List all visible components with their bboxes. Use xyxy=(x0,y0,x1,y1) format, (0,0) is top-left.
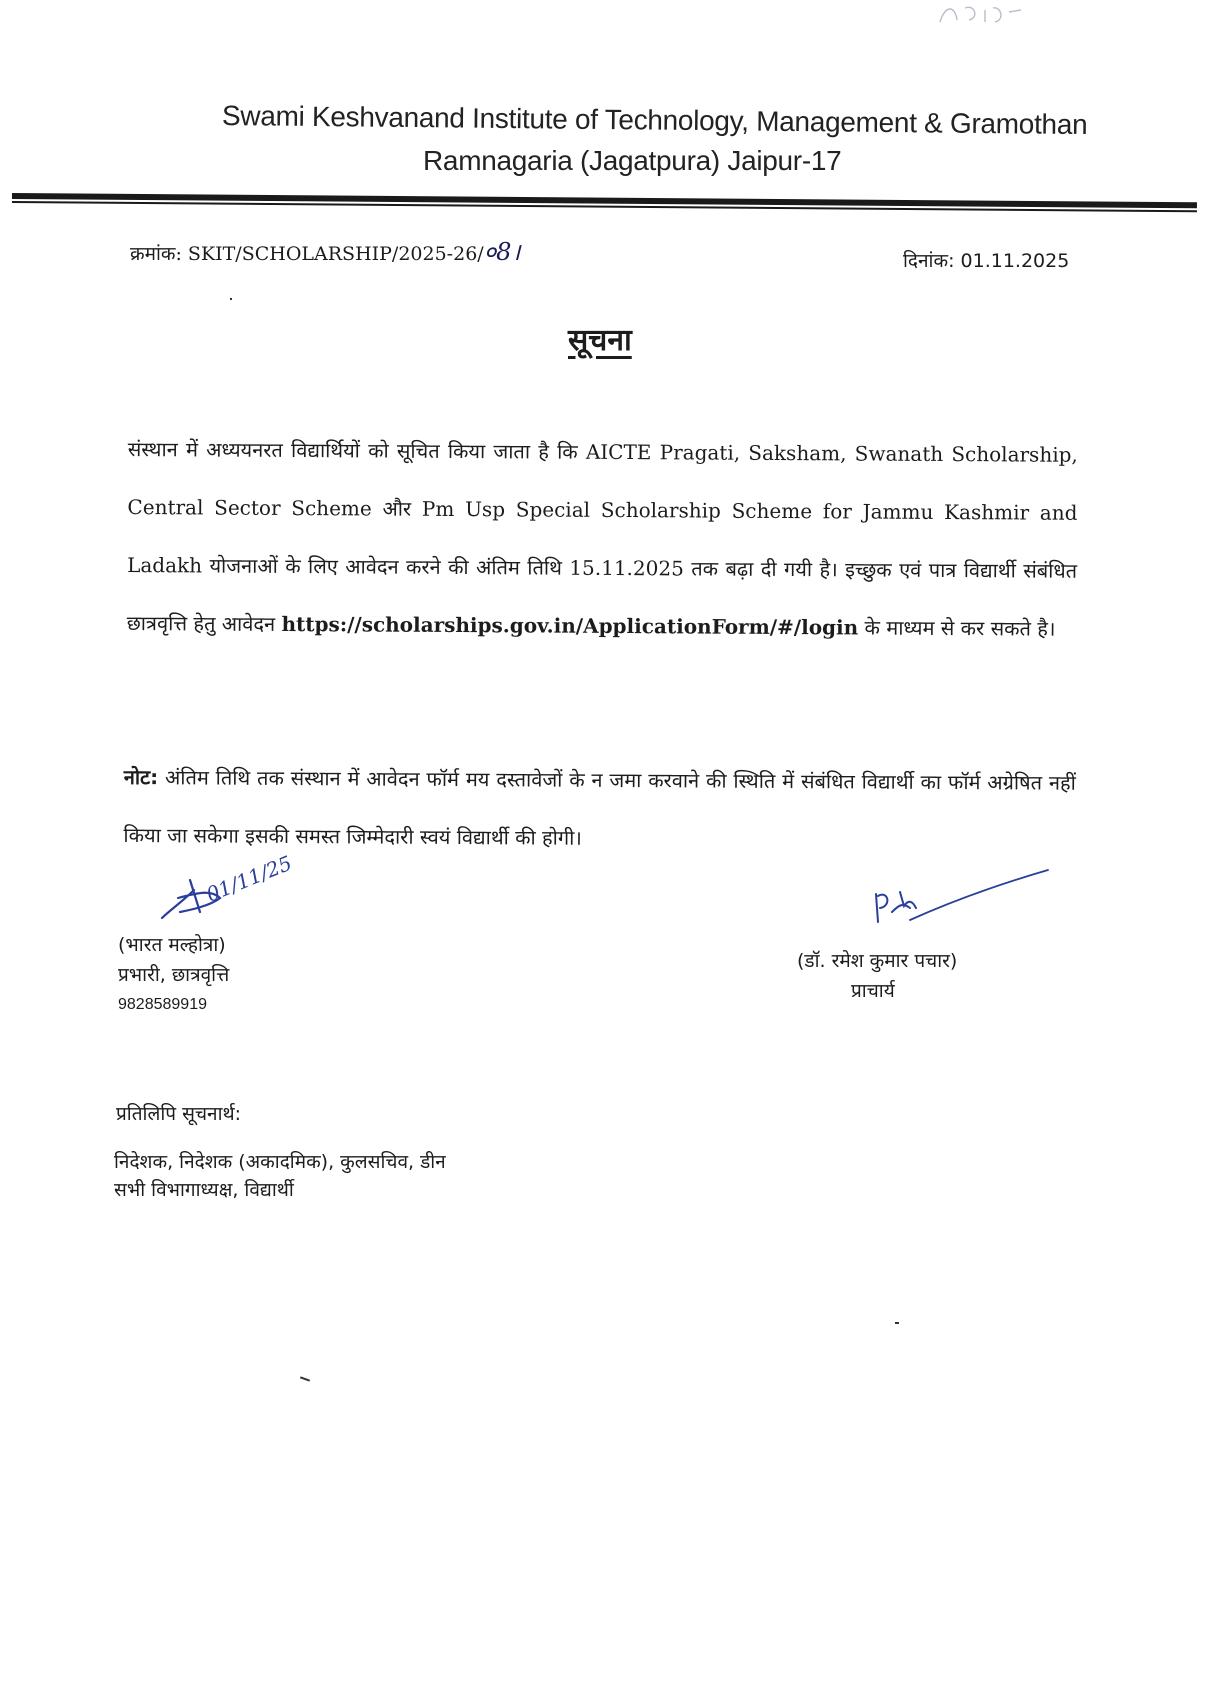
institute-address: Ramnagaria (Jagatpura) Jaipur-17 xyxy=(423,145,842,176)
corner-scribble xyxy=(935,0,1025,30)
right-signatory-designation: प्राचार्य xyxy=(851,980,895,1002)
right-signature xyxy=(870,862,1060,932)
note-label: नोट: xyxy=(123,764,159,790)
body-text: संस्थान में अध्ययनरत विद्यार्थियों को सूचित किया जाता है कि AICTE Pragati, Saksham, Swanath Scholarship, Central Sector Scheme और Pm Usp Special Scholarship Scheme for Jammu Kashmir and Ladakh योजनाओं के लिए आवेदन करने की अंतिम तिथि 15.11.2025 तक बढ़ा दी गयी है। इच्छुक एवं पात्र विद्यार्थी संबंधित छात्रवृत्ति हेतु आवेदन xyxy=(126,436,1078,636)
left-signature xyxy=(160,840,330,930)
notice-title: सूचना xyxy=(568,323,632,358)
copy-to-list xyxy=(114,1148,446,1204)
left-signatory-designation: प्रभारी, छात्रवृत्ति xyxy=(118,964,230,986)
application-url: https://scholarships.gov.in/ApplicationForm/#/login xyxy=(281,611,859,640)
body-text-end: के माध्यम से कर सकते है। xyxy=(864,615,1056,641)
reference-number xyxy=(130,235,521,268)
right-signatory-name: (डॉ. रमेश कुमार पचार) xyxy=(797,950,958,972)
left-signatory-name: (भारत मल्होत्रा) xyxy=(118,934,226,956)
notice-body xyxy=(127,420,1078,658)
copy-to-heading: प्रतिलिपि सूचनार्थ: xyxy=(116,1103,242,1125)
copy-to-line-1: निदेशक, निदेशक (अकादमिक), कुलसचिव, डीन xyxy=(114,1151,446,1173)
reference-label: क्रमांक: xyxy=(130,243,182,265)
scan-speck xyxy=(895,1322,899,1324)
scan-speck xyxy=(230,298,232,300)
left-signatory-phone: 9828589919 xyxy=(118,996,207,1013)
document-date xyxy=(903,247,1069,273)
institute-name: Swami Keshvanand Institute of Technology, Management & Gramothan xyxy=(221,100,1088,141)
date-value: 01.11.2025 xyxy=(960,250,1070,272)
reference-handwritten: ०8। xyxy=(483,238,521,266)
copy-to-line-2: सभी विभागाध्यक्ष, विद्यार्थी xyxy=(114,1179,294,1201)
reference-printed: SKIT/SCHOLARSHIP/2025-26/ xyxy=(187,243,484,265)
note-text: अंतिम तिथि तक संस्थान में आवेदन फॉर्म मय दस्तावेजों के न जमा करवाने की स्थिति में संबंधित विद्यार्थी का फॉर्म अग्रेषित नहीं किया जा सकेगा इसकी समस्त जिम्मेदारी स्वयं विद्यार्थी की होगी। xyxy=(123,765,1076,850)
scan-speck xyxy=(300,1376,310,1381)
left-signatory xyxy=(118,930,229,1020)
date-label: दिनांक: xyxy=(903,250,955,272)
handwritten-date: 01/11/25 xyxy=(202,850,296,907)
